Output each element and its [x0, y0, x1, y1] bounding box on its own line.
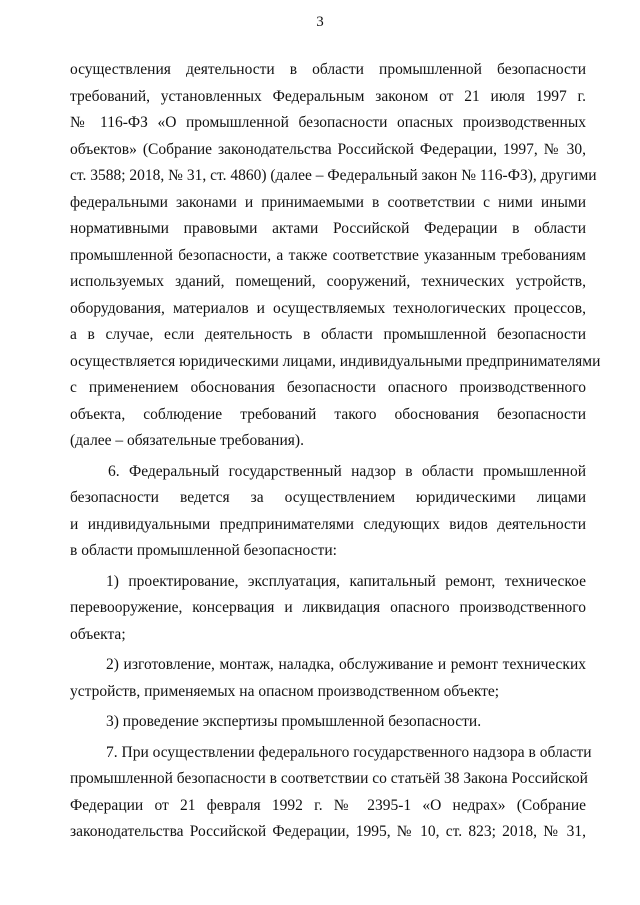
text-line: устройств, применяемых на опасном производственном объекте;: [70, 682, 500, 700]
text-line: промышленной безопасности в соответствии со статьёй 38 Закона Российской: [70, 770, 588, 787]
text-line: 6. Федеральный государственный надзор в области промышленной: [108, 462, 586, 480]
text-line: а в случае, если деятельность в области промышленной безопасности: [70, 326, 586, 343]
text-line: ст. 3588; 2018, № 31, ст. 4860) (далее – Федеральный закон № 116-ФЗ), другими: [70, 167, 597, 184]
text-line: федеральными законами и принимаемыми в соответствии с ними иными: [70, 193, 586, 211]
text-line: объекта, соблюдение требований такого обоснования безопасности: [70, 405, 586, 423]
paragraph: [70, 459, 586, 565]
text-line: № 116-ФЗ «О промышленной безопасности опасных производственных: [70, 114, 586, 131]
text-line: законодательства Российской Федерации, 1995, № 10, ст. 823; 2018, № 31,: [70, 823, 586, 840]
text-line: 1) проектирование, эксплуатация, капитальный ремонт, техническое: [106, 572, 586, 590]
text-line: осуществления деятельности в области промышленной безопасности: [70, 61, 586, 78]
text-line: 2) изготовление, монтаж, наладка, обслуживание и ремонт технических: [106, 656, 586, 673]
text-line: требований, установленных Федеральным законом от 21 июля 1997 г.: [70, 87, 586, 105]
paragraph: [70, 569, 586, 649]
text-line: объекта;: [70, 625, 126, 643]
text-line: перевооружение, консервация и ликвидация опасного производственного: [70, 599, 586, 616]
paragraph: [70, 709, 586, 736]
document-body: [70, 57, 601, 846]
text-line: Федерации от 21 февраля 1992 г. № 2395-1 «О недрах» (Собрание: [70, 796, 586, 814]
text-line: используемых зданий, помещений, сооружений, технических устройств,: [70, 273, 586, 290]
paragraph: [70, 740, 592, 846]
text-line: (далее – обязательные требования).: [70, 432, 304, 449]
paragraph: [70, 57, 601, 455]
text-line: промышленной безопасности, а также соответствие указанным требованиям: [70, 246, 586, 264]
text-line: и индивидуальными предпринимателями следующих видов деятельности: [70, 515, 586, 533]
paragraph: [70, 652, 586, 705]
text-line: оборудования, материалов и осуществляемых технологических процессов,: [70, 299, 586, 317]
text-line: в области промышленной безопасности:: [70, 542, 337, 559]
text-line: осуществляется юридическими лицами, индивидуальными предпринимателями: [70, 352, 601, 370]
text-line: нормативными правовыми актами Российской Федерации в области: [70, 220, 586, 237]
text-line: 3) проведение экспертизы промышленной безопасности.: [106, 713, 482, 730]
text-line: 7. При осуществлении федерального государственного надзора в области: [106, 743, 592, 761]
text-line: безопасности ведется за осуществлением юридическими лицами: [70, 489, 586, 506]
text-line: объектов» (Собрание законодательства Российской Федерации, 1997, № 30,: [70, 140, 586, 158]
text-line: с применением обоснования безопасности опасного производственного: [70, 379, 586, 396]
page-number: 3: [316, 14, 324, 30]
